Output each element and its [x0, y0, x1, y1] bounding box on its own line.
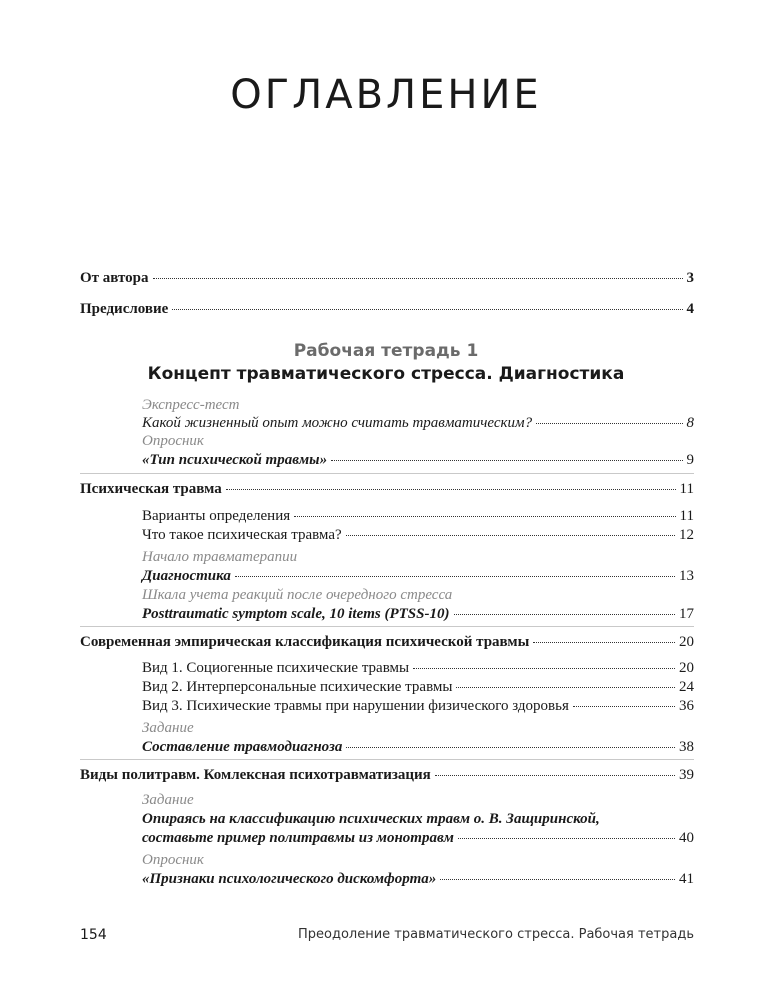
- toc-entry[interactable]: Варианты определения 11: [142, 508, 694, 524]
- page-number: 154: [80, 927, 107, 943]
- toc-entry-section[interactable]: Психическая травма 11: [80, 481, 694, 497]
- toc-entry[interactable]: Что такое психическая травма? 12: [142, 527, 694, 543]
- dot-leader: [440, 879, 675, 880]
- dot-leader: [533, 642, 675, 643]
- dot-leader: [458, 838, 675, 839]
- page-title: ОГЛАВЛЕНИЕ: [230, 72, 542, 118]
- workbook-title: Концепт травматического стресса. Диагностика: [147, 364, 625, 384]
- dot-leader: [346, 747, 675, 748]
- toc-entry[interactable]: Диагностика 13: [142, 568, 694, 584]
- section-divider: [80, 759, 694, 760]
- dot-leader: [153, 278, 683, 279]
- subsection-label: Опросник: [142, 433, 204, 449]
- toc-entry[interactable]: Вид 2. Интерперсональные психические травмы 24: [142, 679, 694, 695]
- dot-leader: [294, 516, 675, 517]
- toc-entry-author[interactable]: От автора 3: [80, 270, 694, 286]
- toc-entry-preface[interactable]: Предисловие 4: [80, 301, 694, 317]
- workbook-heading: Рабочая тетрадь 1: [293, 341, 479, 361]
- subsection-label: Шкала учета реакций после очередного стресса: [142, 587, 453, 603]
- dot-leader: [172, 309, 682, 310]
- dot-leader: [226, 489, 676, 490]
- dot-leader: [235, 576, 675, 577]
- dot-leader: [435, 775, 675, 776]
- toc-entry[interactable]: «Тип психической травмы» 9: [142, 452, 694, 468]
- dot-leader: [573, 706, 675, 707]
- subsection-label: Опросник: [142, 852, 204, 868]
- dot-leader: [331, 460, 682, 461]
- section-divider: [80, 626, 694, 627]
- toc-entry-section[interactable]: Виды политравм. Комлексная психотравматизация 39: [80, 767, 694, 783]
- toc-entry[interactable]: «Признаки психологического дискомфорта» 41: [142, 871, 694, 887]
- dot-leader: [454, 614, 676, 615]
- toc-entry-section[interactable]: Современная эмпирическая классификация психической травмы 20: [80, 634, 694, 650]
- toc-entry[interactable]: Posttraumatic symptom scale, 10 items (PTSS-10) 17: [142, 606, 694, 622]
- dot-leader: [456, 687, 675, 688]
- toc-entry-line: Опираясь на классификацию психических травм о. В. Защиринской,: [142, 811, 600, 827]
- toc-entry[interactable]: Составление травмодиагноза 38: [142, 739, 694, 755]
- subsection-label: Задание: [142, 792, 194, 808]
- dot-leader: [536, 423, 682, 424]
- running-footer: Преодоление травматического стресса. Рабочая тетрадь: [298, 927, 694, 942]
- subsection-label: Задание: [142, 720, 194, 736]
- dot-leader: [346, 535, 675, 536]
- section-divider: [80, 473, 694, 474]
- toc-entry[interactable]: Какой жизненный опыт можно считать травматическим? 8: [142, 415, 694, 431]
- subsection-label: Экспресс-тест: [142, 397, 240, 413]
- subsection-label: Начало травматерапии: [142, 549, 298, 565]
- toc-entry[interactable]: составьте пример политравмы из монотравм 40: [142, 830, 694, 846]
- toc-entry[interactable]: Вид 1. Социогенные психические травмы 20: [142, 660, 694, 676]
- dot-leader: [413, 668, 675, 669]
- toc-entry[interactable]: Вид 3. Психические травмы при нарушении физического здоровья 36: [142, 698, 694, 714]
